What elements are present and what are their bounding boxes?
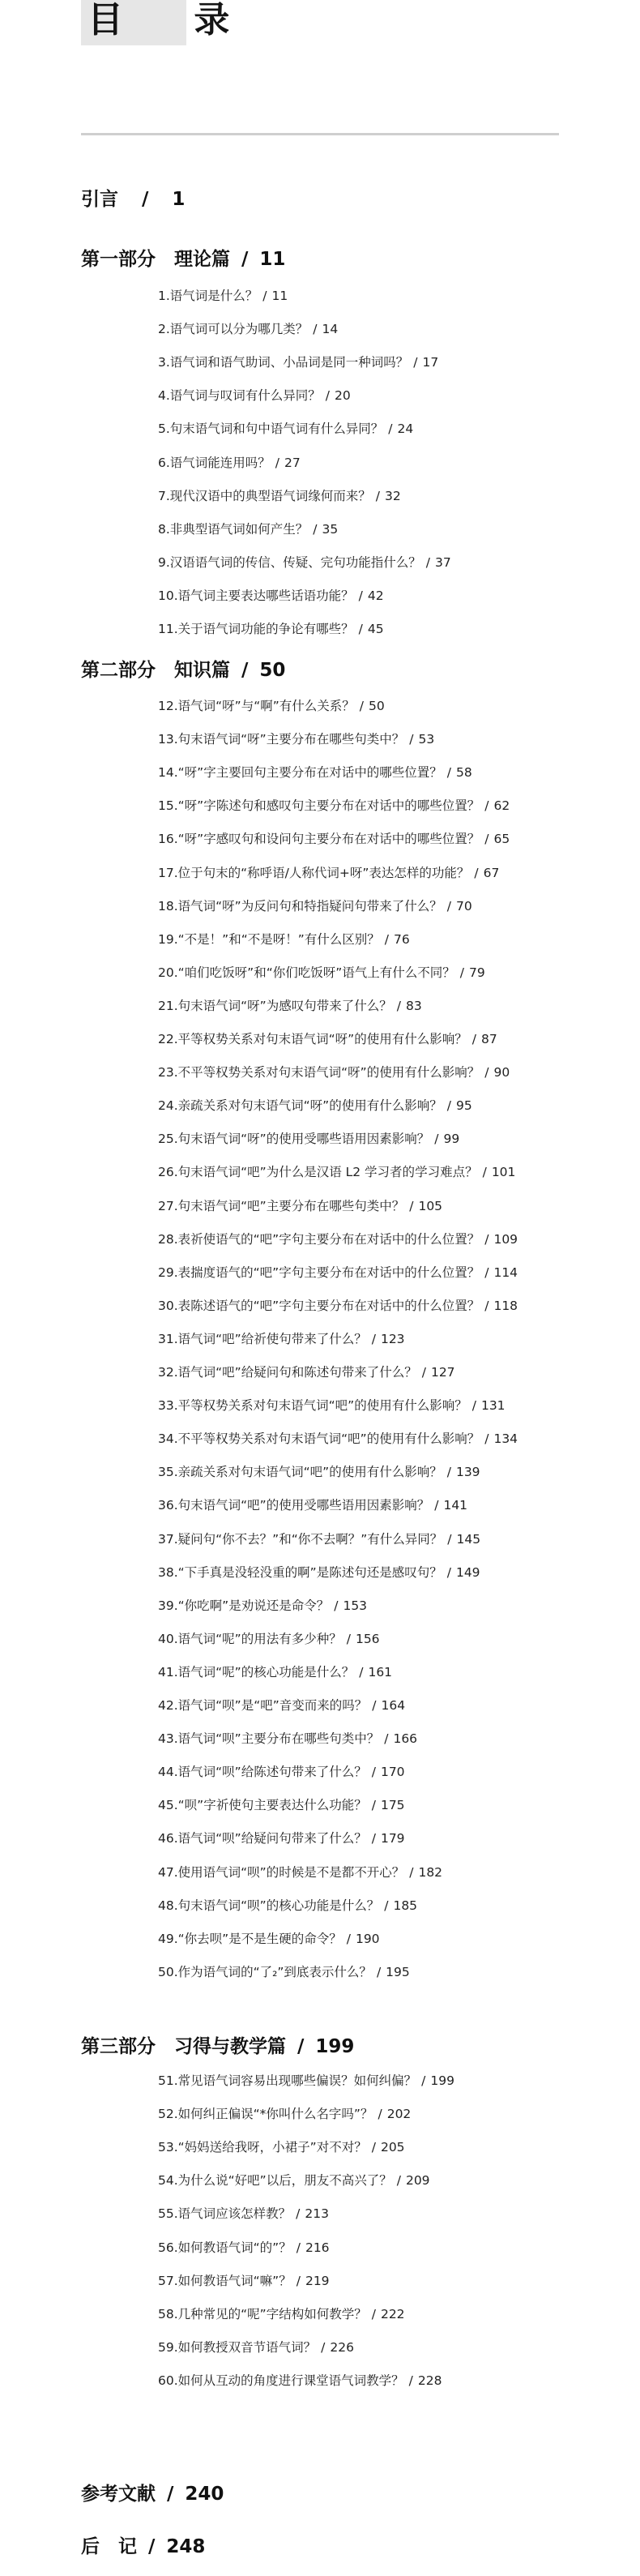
separator: / <box>359 699 365 713</box>
entry-page: 27 <box>284 456 301 470</box>
entry-title: 34.不平等权势关系对句末语气词“吧”的使用有什么影响？ <box>158 1431 480 1446</box>
entry-page: 53 <box>418 732 435 747</box>
toc-entry[interactable] <box>158 1030 497 1048</box>
separator: / <box>446 1565 451 1580</box>
toc-entry[interactable] <box>158 1829 405 1847</box>
entry-page: 145 <box>456 1532 481 1547</box>
toc-entry[interactable] <box>158 697 385 715</box>
entry-page: 70 <box>455 899 472 914</box>
separator: / <box>408 2373 413 2388</box>
entry-page: 76 <box>394 932 410 947</box>
separator: / <box>484 1065 489 1080</box>
entry-title: 54.为什么说“好吧”以后，朋友不高兴了？ <box>158 2173 392 2188</box>
separator: / <box>396 999 401 1013</box>
entry-page: 35 <box>322 522 339 537</box>
toc-entry[interactable] <box>158 2172 430 2189</box>
entry-title: 57.如何教语气词“嘛”？ <box>158 2274 292 2288</box>
separator: / <box>371 1765 376 1779</box>
entry-page: 14 <box>322 322 339 336</box>
entry-title: 10.语气词主要表达哪些话语功能？ <box>158 588 354 603</box>
separator: / <box>425 555 431 570</box>
entry-title: 45.“呗”字祈使句主要表达什么功能？ <box>158 1798 367 1812</box>
entry-page: 175 <box>380 1798 405 1812</box>
separator: / <box>409 1199 414 1213</box>
separator: / <box>446 1465 451 1479</box>
toc-entry[interactable] <box>158 2105 411 2123</box>
toc-entry[interactable] <box>158 2272 330 2290</box>
separator: / <box>235 660 255 681</box>
toc-entry[interactable] <box>158 1930 380 1948</box>
part-page: 50 <box>259 660 286 681</box>
entry-title: 15.“呀”字陈述句和感叹句主要分布在对话中的哪些位置？ <box>158 798 480 813</box>
entry-page: 205 <box>380 2140 405 2155</box>
entry-title: 47.使用语气词“呗”的时候是不是都不开心？ <box>158 1865 405 1880</box>
separator: / <box>484 1265 489 1280</box>
entry-page: 99 <box>443 1132 460 1146</box>
entry-title: 23.不平等权势关系对句末语气词“呀”的使用有什么影响？ <box>158 1065 480 1080</box>
part-heading[interactable] <box>81 658 285 683</box>
separator: / <box>321 2340 326 2355</box>
toc-entry[interactable] <box>158 420 413 438</box>
entry-page: 109 <box>493 1232 518 1247</box>
entry-title: 22.平等权势关系对句末语气词“呀”的使用有什么影响？ <box>158 1032 467 1046</box>
entry-page: 134 <box>493 1431 518 1446</box>
entry-title: 1.语气词是什么？ <box>158 289 258 303</box>
separator: / <box>371 2140 376 2155</box>
entry-page: 141 <box>443 1498 468 1513</box>
toc-entry[interactable] <box>158 1597 367 1615</box>
toc-entry[interactable] <box>158 287 288 305</box>
separator: / <box>371 1831 376 1846</box>
intro-page: 1 <box>172 189 186 210</box>
entry-page: 37 <box>435 555 451 570</box>
entry-page: 195 <box>386 1965 410 1979</box>
toc-entry[interactable] <box>158 1097 472 1115</box>
intro-label: 引言 <box>81 189 118 210</box>
toc-entry[interactable] <box>158 2239 330 2257</box>
separator: / <box>482 1165 487 1179</box>
entry-title: 37.疑问句“你不去？”和“你不去啊？”有什么异同？ <box>158 1532 443 1547</box>
separator: / <box>372 1698 377 1713</box>
separator: / <box>378 2107 382 2121</box>
entry-title: 5.句末语气词和句中语气词有什么异同？ <box>158 421 384 436</box>
entry-page: 24 <box>397 421 414 436</box>
separator: / <box>484 1299 489 1313</box>
separator: / <box>160 2484 181 2505</box>
toc-entry[interactable] <box>158 1630 380 1648</box>
entry-title: 32.语气词“吧”给疑问句和陈述句带来了什么？ <box>158 1365 417 1380</box>
entry-page: 17 <box>422 355 439 370</box>
entry-title: 49.“你去呗”是不是生硬的命令？ <box>158 1932 342 1946</box>
entry-page: 42 <box>367 588 384 603</box>
entry-title: 17.位于句末的“称呼语/人称代词+呀”表达怎样的功能？ <box>158 866 470 880</box>
separator: / <box>484 798 489 813</box>
toc-entry[interactable] <box>158 1963 410 1981</box>
toc-entry[interactable] <box>158 1297 518 1315</box>
entry-title: 59.如何教授双音节语气词？ <box>158 2340 317 2355</box>
separator: / <box>484 1232 489 1247</box>
separator: / <box>421 1365 426 1380</box>
separator: / <box>474 866 479 880</box>
entry-title: 38.“下手真是没轻没重的啊”是陈述句还是感叹句？ <box>158 1565 442 1580</box>
entry-title: 52.如何纠正偏误“*你叫什么名字吗”？ <box>158 2107 373 2121</box>
toc-entry[interactable] <box>158 864 499 882</box>
toc-entry[interactable] <box>158 730 434 748</box>
separator: / <box>358 588 363 603</box>
toc-entry[interactable] <box>158 1264 518 1282</box>
afterword-page: 248 <box>166 2536 206 2557</box>
separator: / <box>471 1032 476 1046</box>
entry-title: 44.语气词“呗”给陈述句带来了什么？ <box>158 1765 367 1779</box>
entry-page: 90 <box>493 1065 510 1080</box>
entry-title: 31.语气词“吧”给祈使句带来了什么？ <box>158 1332 367 1346</box>
entry-page: 228 <box>417 2373 442 2388</box>
separator: / <box>296 2240 301 2255</box>
separator: / <box>359 1665 364 1680</box>
entry-page: 216 <box>305 2240 330 2255</box>
entry-page: 222 <box>380 2307 405 2321</box>
part-heading[interactable] <box>81 2035 354 2059</box>
entry-page: 87 <box>480 1032 497 1046</box>
separator: / <box>396 2173 401 2188</box>
entry-page: 164 <box>381 1698 406 1713</box>
entry-page: 131 <box>480 1398 506 1413</box>
separator: / <box>235 249 255 270</box>
entry-title: 40.语气词“呢”的用法有多少种？ <box>158 1632 342 1646</box>
entry-page: 166 <box>393 1731 418 1746</box>
entry-page: 11 <box>271 289 288 303</box>
separator: / <box>409 732 414 747</box>
separator: / <box>446 1098 451 1113</box>
toc-entry[interactable] <box>158 931 410 948</box>
entry-title: 13.句末语气词“呀”主要分布在哪些句类中？ <box>158 732 405 747</box>
part-label: 第二部分 知识篇 <box>81 660 230 681</box>
separator: / <box>313 522 318 537</box>
toc-entry[interactable] <box>158 2339 354 2356</box>
entry-title: 53.“妈妈送给我呀，小裙子”对不对？ <box>158 2140 367 2155</box>
entry-title: 21.句末语气词“呀”为感叹句带来了什么？ <box>158 999 392 1013</box>
entry-page: 161 <box>368 1665 393 1680</box>
toc-entry[interactable] <box>158 1897 417 1915</box>
toc-entry[interactable] <box>158 520 338 538</box>
entry-title: 33.平等权势关系对句末语气词“吧”的使用有什么影响？ <box>158 1398 467 1413</box>
entry-page: 199 <box>430 2073 454 2088</box>
part-label: 第三部分 习得与教学篇 <box>81 2036 286 2057</box>
entry-page: 170 <box>380 1765 405 1779</box>
toc-intro[interactable] <box>81 187 185 212</box>
part-label: 第一部分 理论篇 <box>81 249 230 270</box>
separator: / <box>434 1132 439 1146</box>
toc-entry[interactable] <box>158 620 384 638</box>
separator: / <box>446 899 451 914</box>
toc-entry[interactable] <box>158 587 384 605</box>
separator: / <box>409 1865 414 1880</box>
entry-title: 29.表揣度语气的“吧”字句主要分布在对话中的什么位置？ <box>158 1265 480 1280</box>
separator: / <box>296 2206 301 2221</box>
toc-entry[interactable] <box>158 1397 506 1414</box>
entry-title: 46.语气词“呗”给疑问句带来了什么？ <box>158 1831 367 1846</box>
toc-entry[interactable] <box>158 2138 405 2156</box>
separator: / <box>413 355 418 370</box>
part-page: 11 <box>259 249 286 270</box>
entry-page: 153 <box>343 1598 368 1613</box>
entry-page: 65 <box>493 832 510 846</box>
separator: / <box>447 1532 452 1547</box>
entry-title: 43.语气词“呗”主要分布在哪些句类中？ <box>158 1731 380 1746</box>
entry-page: 79 <box>469 965 485 980</box>
separator: / <box>142 2536 162 2557</box>
entry-page: 118 <box>493 1299 518 1313</box>
separator: / <box>446 765 451 780</box>
entry-title: 18.语气词“呀”为反问句和特指疑问句带来了什么？ <box>158 899 442 914</box>
toc-references[interactable] <box>81 2482 224 2506</box>
part-page: 199 <box>315 2036 355 2057</box>
entry-page: 58 <box>455 765 472 780</box>
entry-title: 56.如何教语气词“的”？ <box>158 2240 292 2255</box>
title-divider <box>81 133 559 135</box>
entry-page: 226 <box>330 2340 354 2355</box>
toc-entry[interactable] <box>158 2372 442 2390</box>
toc-entry[interactable] <box>158 1130 459 1148</box>
entry-title: 39.“你吃啊”是劝说还是命令？ <box>158 1598 330 1613</box>
toc-entry[interactable] <box>158 1430 518 1448</box>
entry-title: 26.句末语气词“吧”为什么是汉语 L2 学习者的学习难点？ <box>158 1165 478 1179</box>
entry-title: 25.句末语气词“呀”的使用受哪些语用因素影响？ <box>158 1132 430 1146</box>
entry-title: 11.关于语气词功能的争论有哪些？ <box>158 622 354 636</box>
separator: / <box>384 1898 389 1913</box>
part-heading[interactable] <box>81 247 285 272</box>
entry-title: 30.表陈述语气的“吧”字句主要分布在对话中的什么位置？ <box>158 1299 480 1313</box>
toc-entry[interactable] <box>158 1697 405 1714</box>
entry-page: 179 <box>380 1831 405 1846</box>
entry-page: 45 <box>367 622 384 636</box>
entry-title: 7.现代汉语中的典型语气词缘何而来？ <box>158 489 371 503</box>
toc-entry[interactable] <box>158 1564 480 1581</box>
toc-entry[interactable] <box>158 1363 455 1381</box>
entry-title: 19.“不是！”和“不是呀！”有什么区别？ <box>158 932 380 947</box>
entry-title: 35.亲疏关系对句末语气词“吧”的使用有什么影响？ <box>158 1465 442 1479</box>
separator: / <box>484 832 489 846</box>
toc-entry[interactable] <box>158 320 338 338</box>
afterword-label: 后 记 <box>81 2536 137 2557</box>
toc-entry[interactable] <box>158 797 510 815</box>
separator: / <box>384 1731 389 1746</box>
entry-title: 6.语气词能连用吗？ <box>158 456 271 470</box>
separator: / <box>471 1398 476 1413</box>
toc-entry[interactable] <box>158 1864 442 1881</box>
entry-title: 48.句末语气词“呗”的核心功能是什么？ <box>158 1898 380 1913</box>
separator: / <box>262 289 267 303</box>
toc-entry[interactable] <box>158 1063 510 1081</box>
entry-title: 20.“咱们吃饭呀”和“你们吃饭呀”语气上有什么不同？ <box>158 965 455 980</box>
toc-entry[interactable] <box>158 1330 405 1348</box>
separator: / <box>358 622 363 636</box>
entry-page: 62 <box>493 798 510 813</box>
entry-page: 190 <box>355 1932 380 1946</box>
entry-title: 2.语气词可以分为哪几类？ <box>158 322 309 336</box>
entry-page: 139 <box>455 1465 480 1479</box>
toc-entry[interactable] <box>158 454 301 472</box>
entry-title: 24.亲疏关系对句末语气词“呀”的使用有什么影响？ <box>158 1098 442 1113</box>
separator: / <box>384 932 390 947</box>
entry-page: 105 <box>418 1199 443 1213</box>
entry-page: 219 <box>305 2274 330 2288</box>
toc-entry[interactable] <box>158 964 485 982</box>
entry-title: 28.表祈使语气的“吧”字句主要分布在对话中的什么位置？ <box>158 1232 480 1247</box>
entry-page: 149 <box>455 1565 480 1580</box>
separator: / <box>371 1332 376 1346</box>
entry-title: 8.非典型语气词如何产生？ <box>158 522 309 537</box>
toc-entry[interactable] <box>158 1763 405 1781</box>
entry-title: 41.语气词“呢”的核心功能是什么？ <box>158 1665 355 1680</box>
separator: / <box>123 189 168 210</box>
page-title: 目 录 <box>87 0 259 41</box>
separator: / <box>346 1932 351 1946</box>
toc-entry[interactable] <box>158 897 472 915</box>
entry-title: 42.语气词“呗”是“吧”音变而来的吗？ <box>158 1698 368 1713</box>
entry-page: 95 <box>455 1098 472 1113</box>
entry-title: 16.“呀”字感叹句和设问句主要分布在对话中的哪些位置？ <box>158 832 480 846</box>
toc-entry[interactable] <box>158 1530 480 1548</box>
entry-page: 156 <box>355 1632 380 1646</box>
toc-entry[interactable] <box>158 554 451 571</box>
entry-title: 12.语气词“呀”与“啊”有什么关系？ <box>158 699 355 713</box>
entry-title: 50.作为语气词的“了₂”到底表示什么？ <box>158 1965 372 1979</box>
separator: / <box>484 1431 489 1446</box>
separator: / <box>334 1598 339 1613</box>
separator: / <box>459 965 465 980</box>
entry-page: 50 <box>369 699 385 713</box>
entry-page: 209 <box>405 2173 430 2188</box>
toc-entry[interactable] <box>158 1197 442 1215</box>
toc-entry[interactable] <box>158 1796 405 1814</box>
toc-entry[interactable] <box>158 1730 417 1748</box>
separator: / <box>371 2307 376 2321</box>
separator: / <box>434 1498 439 1513</box>
entry-title: 55.语气词应该怎样教？ <box>158 2206 292 2221</box>
separator: / <box>388 421 393 436</box>
entry-title: 36.句末语气词“吧”的使用受哪些语用因素影响？ <box>158 1498 430 1513</box>
entry-title: 27.句末语气词“吧”主要分布在哪些句类中？ <box>158 1199 405 1213</box>
toc-entry[interactable] <box>158 997 422 1015</box>
entry-page: 123 <box>380 1332 405 1346</box>
toc-afterword[interactable] <box>81 2535 205 2559</box>
entry-title: 51.常见语气词容易出现哪些偏误？如何纠偏？ <box>158 2073 417 2088</box>
separator: / <box>313 322 318 336</box>
entry-title: 58.几种常见的“呢”字结构如何教学？ <box>158 2307 367 2321</box>
separator: / <box>325 388 331 403</box>
toc-entry[interactable] <box>158 2072 454 2090</box>
separator: / <box>376 1965 382 1979</box>
entry-title: 14.“呀”字主要回句主要分布在对话中的哪些位置？ <box>158 765 442 780</box>
entry-page: 101 <box>491 1165 516 1179</box>
entry-page: 185 <box>393 1898 418 1913</box>
toc-entry[interactable] <box>158 1230 518 1248</box>
separator: / <box>375 489 381 503</box>
entry-page: 32 <box>385 489 401 503</box>
entry-page: 83 <box>405 999 422 1013</box>
entry-title: 9.汉语语气词的传信、传疑、完句功能指什么？ <box>158 555 421 570</box>
separator: / <box>346 1632 351 1646</box>
entry-page: 182 <box>418 1865 443 1880</box>
toc-entry[interactable] <box>158 1663 392 1681</box>
toc-entry[interactable] <box>158 1163 515 1181</box>
entry-title: 3.语气词和语气助词、小品词是同一种词吗？ <box>158 355 409 370</box>
entry-page: 20 <box>335 388 351 403</box>
entry-page: 202 <box>386 2107 412 2121</box>
toc-entry[interactable] <box>158 2305 405 2323</box>
entry-page: 127 <box>430 1365 455 1380</box>
entry-page: 213 <box>305 2206 329 2221</box>
toc-entry[interactable] <box>158 2205 329 2223</box>
separator: / <box>275 456 280 470</box>
toc-entry[interactable] <box>158 830 510 848</box>
toc-entry[interactable] <box>158 353 438 371</box>
toc-entry[interactable] <box>158 387 351 404</box>
toc-entry[interactable] <box>158 764 472 781</box>
separator: / <box>296 2274 301 2288</box>
references-page: 240 <box>185 2484 224 2505</box>
separator: / <box>421 2073 426 2088</box>
entry-page: 67 <box>483 866 500 880</box>
toc-entry[interactable] <box>158 487 401 505</box>
toc-entry[interactable] <box>158 1463 480 1481</box>
entry-title: 4.语气词与叹词有什么异同？ <box>158 388 321 403</box>
toc-entry[interactable] <box>158 1496 467 1514</box>
separator: / <box>371 1798 376 1812</box>
references-label: 参考文献 <box>81 2484 156 2505</box>
entry-title: 60.如何从互动的角度进行课堂语气词教学？ <box>158 2373 404 2388</box>
separator: / <box>291 2036 311 2057</box>
entry-page: 114 <box>493 1265 518 1280</box>
